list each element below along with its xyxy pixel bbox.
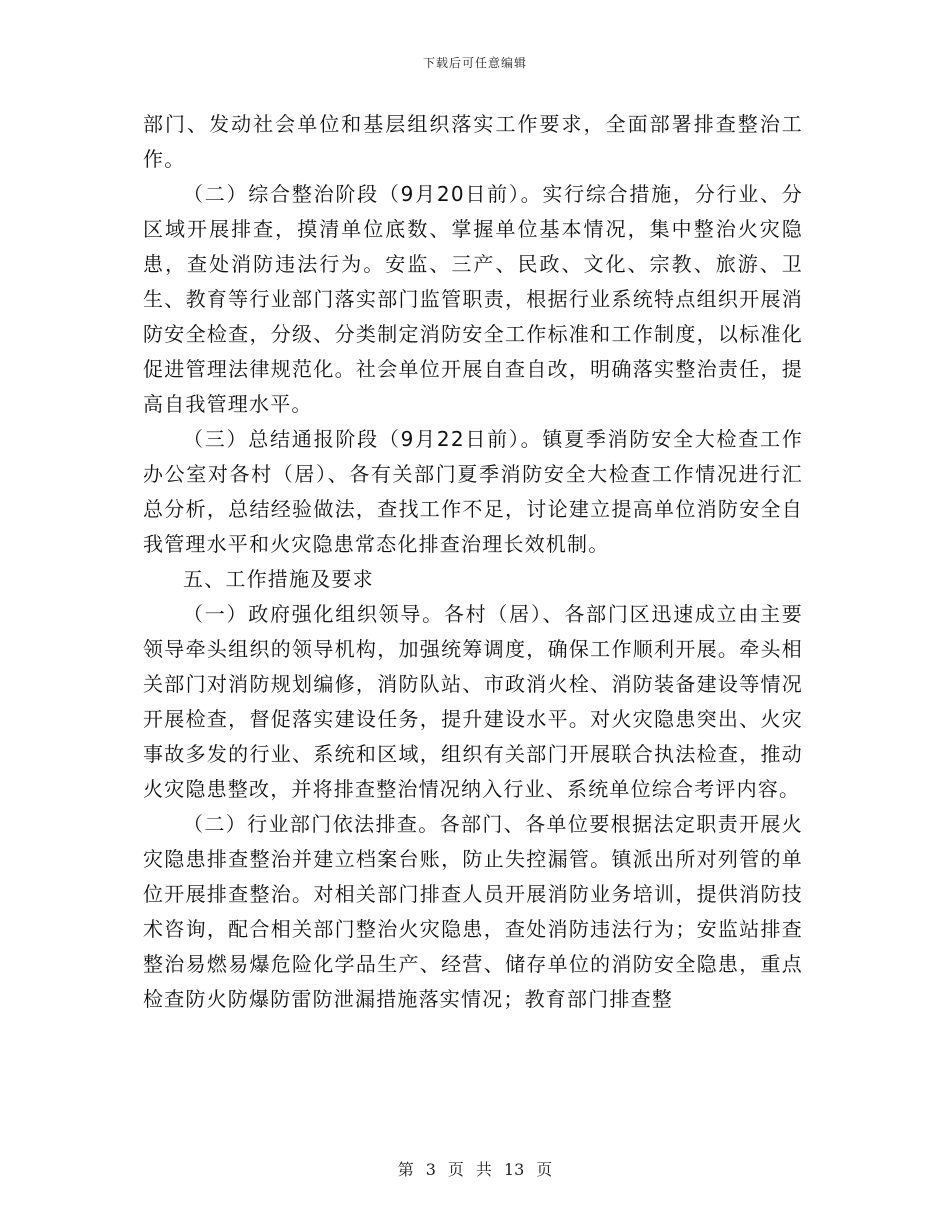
section-heading: 五、工作措施及要求 <box>183 567 374 591</box>
page-number: 3 <box>425 1160 436 1179</box>
footer-page-label: 页 <box>447 1160 464 1179</box>
footer-suffix: 页 <box>536 1160 553 1179</box>
footer-total-label: 共 <box>475 1160 492 1179</box>
paragraph: （二）综合整治阶段（9月20日前）。实行综合措施，分行业、分区域开展排查，摸清单位底数、掌握单位基本情况，集中整治火灾隐患，查处消防违法行为。安监、三产、民政、文化、宗教、旅游、卫生、教育等行业部门落实部门监管职责，根据行业系统特点组织开展消防安全检查，分级、分类制定消防安全工作标准和工作制度，以标准化促进管理法律规范化。社会单位开展自查自改，明确落实整治责任，提高自我管理水平。 <box>143 182 803 416</box>
paragraph: （一）政府强化组织领导。各村（居）、各部门区迅速成立由主要领导牵头组织的领导机构，加强统筹调度，确保工作顺利开展。牵头相关部门对消防规划编修，消防队站、市政消火栓、消防装备建设等情况开展检查，督促落实建设任务，提升建设水平。对火灾隐患突出、火灾事故多发的行业、系统和区域，组织有关部门开展联合执法检查，推动火灾隐患整改，并将排查整治情况纳入行业、系统单位综合考评内容。 <box>143 602 803 801</box>
document-body <box>143 107 803 1017</box>
page-footer <box>0 1157 950 1180</box>
paragraph: （二）行业部门依法排查。各部门、各单位要根据法定职责开展火灾隐患排查整治并建立档案台账，防止失控漏管。镇派出所对列管的单位开展排查整治。对相关部门排查人员开展消防业务培训，提供消防技术咨询，配合相关部门整治火灾隐患，查处消防违法行为；安监站排查整治易燃易爆危险化学品生产、经营、储存单位的消防安全隐患，重点检查防火防爆防雷防泄漏措施落实情况；教育部门排查整 <box>143 812 803 1011</box>
paragraph: 部门、发动社会单位和基层组织落实工作要求，全面部署排查整治工作。 <box>143 112 803 171</box>
page-header: 下载后可任意编辑 <box>422 56 527 70</box>
total-pages: 13 <box>503 1160 525 1179</box>
footer-prefix: 第 <box>397 1160 414 1179</box>
paragraph: （三）总结通报阶段（9月22日前）。镇夏季消防安全大检查工作办公室对各村（居）、各有关部门夏季消防安全大检查工作情况进行汇总分析，总结经验做法，查找工作不足，讨论建立提高单位消防安全自我管理水平和火灾隐患常态化排查治理长效机制。 <box>143 427 803 556</box>
